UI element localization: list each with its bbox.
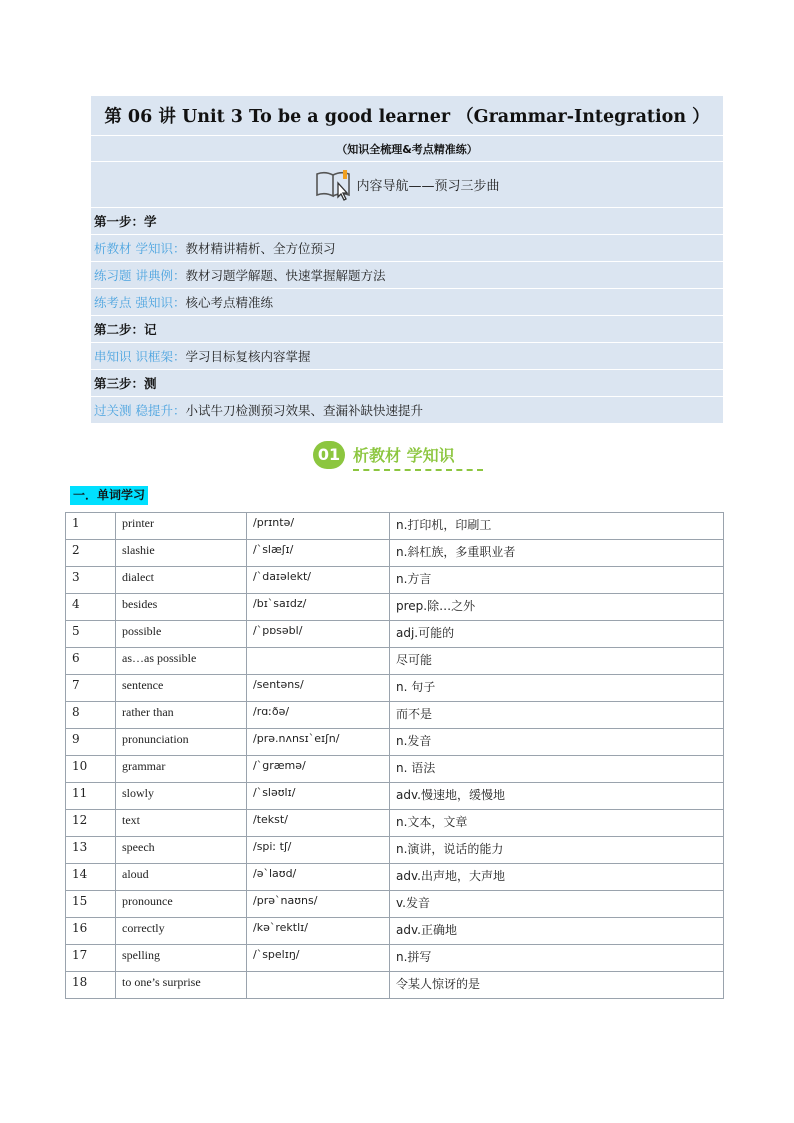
table-row [66, 945, 724, 972]
page-title: 第 06 讲 Unit 3 To be a good learner （Grammar-Integration ） [91, 96, 723, 136]
vocab-word: printer [116, 513, 247, 540]
vocab-phonetic: /bɪˋsaɪdz/ [247, 594, 390, 621]
vocab-word: rather than [116, 702, 247, 729]
step-tag: 练习题 讲典例： [94, 268, 186, 283]
table-row [66, 675, 724, 702]
vocab-meaning: n.方言 [390, 567, 724, 594]
vocab-number: 16 [66, 918, 116, 945]
vocab-phonetic: /ˋspelɪŋ/ [247, 945, 390, 972]
vocab-number: 14 [66, 864, 116, 891]
vocab-phonetic: /tekst/ [247, 810, 390, 837]
table-row [66, 783, 724, 810]
table-row [66, 891, 724, 918]
vocab-meaning: n. 语法 [390, 756, 724, 783]
vocab-number: 4 [66, 594, 116, 621]
step-item [91, 262, 723, 289]
vocab-word: slowly [116, 783, 247, 810]
table-row [66, 621, 724, 648]
step-item [91, 235, 723, 262]
vocab-word: aloud [116, 864, 247, 891]
vocab-meaning: v.发音 [390, 891, 724, 918]
vocab-meaning: 而不是 [390, 702, 724, 729]
vocab-number: 10 [66, 756, 116, 783]
vocab-word: pronunciation [116, 729, 247, 756]
vocab-phonetic: /kəˋrektlɪ/ [247, 918, 390, 945]
vocab-meaning: adv.慢速地，缓慢地 [390, 783, 724, 810]
vocab-word: correctly [116, 918, 247, 945]
vocab-phonetic: /ˋslæʃɪ/ [247, 540, 390, 567]
step-list [91, 208, 723, 424]
vocab-phonetic: /sentəns/ [247, 675, 390, 702]
vocab-number: 6 [66, 648, 116, 675]
step-tag: 练考点 强知识： [94, 295, 186, 310]
vocab-number: 17 [66, 945, 116, 972]
table-row [66, 918, 724, 945]
vocab-phonetic: /prəˋnaʊns/ [247, 891, 390, 918]
table-row [66, 864, 724, 891]
table-row [66, 540, 724, 567]
step-heading [91, 208, 723, 235]
step-heading [91, 316, 723, 343]
vocab-word: as…as possible [116, 648, 247, 675]
vocab-number: 1 [66, 513, 116, 540]
vocab-heading: 一．单词学习 [70, 486, 148, 505]
vocab-word: sentence [116, 675, 247, 702]
vocab-word: to one’s surprise [116, 972, 247, 999]
vocab-meaning: adj.可能的 [390, 621, 724, 648]
page-subtitle: （知识全梳理&考点精准练） [91, 136, 723, 162]
vocab-phonetic: /ˋpɒsəbl/ [247, 621, 390, 648]
step-tag: 过关测 稳提升： [94, 403, 186, 418]
vocab-meaning: n.打印机，印刷工 [390, 513, 724, 540]
vocab-word: speech [116, 837, 247, 864]
vocab-phonetic: /prə.nʌnsɪˋeɪʃn/ [247, 729, 390, 756]
step-tag: 串知识 识框架： [94, 349, 186, 364]
vocab-phonetic: /spiː tʃ/ [247, 837, 390, 864]
vocab-number: 2 [66, 540, 116, 567]
vocab-phonetic: /ˋsləʊlɪ/ [247, 783, 390, 810]
vocab-meaning: n.拼写 [390, 945, 724, 972]
vocab-phonetic: /rɑːðə/ [247, 702, 390, 729]
step-desc: 小试牛刀检测预习效果、查漏补缺快速提升 [185, 403, 423, 418]
vocab-number: 7 [66, 675, 116, 702]
vocab-number: 12 [66, 810, 116, 837]
vocab-meaning: n.发音 [390, 729, 724, 756]
content-nav [91, 162, 723, 208]
nav-label: 内容导航——预习三步曲 [356, 179, 500, 194]
section-title: 析教材 学知识 [353, 446, 455, 465]
vocab-phonetic: /ˋgræmə/ [247, 756, 390, 783]
vocab-phonetic: /ˋdaɪəlekt/ [247, 567, 390, 594]
table-row [66, 702, 724, 729]
vocab-phonetic [247, 648, 390, 675]
book-pointer-icon [314, 168, 354, 202]
table-row [66, 972, 724, 999]
vocab-meaning: prep.除…之外 [390, 594, 724, 621]
vocab-number: 18 [66, 972, 116, 999]
vocab-word: text [116, 810, 247, 837]
step-heading-text: 第一步：学 [94, 214, 157, 229]
vocab-phonetic: /prɪntə/ [247, 513, 390, 540]
table-row [66, 513, 724, 540]
vocab-meaning: n. 句子 [390, 675, 724, 702]
vocab-word: spelling [116, 945, 247, 972]
vocab-number: 13 [66, 837, 116, 864]
vocab-word: slashie [116, 540, 247, 567]
step-heading [91, 370, 723, 397]
section-heading [313, 440, 485, 472]
vocab-word: pronounce [116, 891, 247, 918]
step-item [91, 343, 723, 370]
vocab-number: 3 [66, 567, 116, 594]
section-number: 01 [313, 441, 345, 469]
table-row [66, 594, 724, 621]
vocab-phonetic: /əˋlaʊd/ [247, 864, 390, 891]
vocab-meaning: n.文本，文章 [390, 810, 724, 837]
vocab-number: 15 [66, 891, 116, 918]
vocab-number: 9 [66, 729, 116, 756]
vocab-meaning: n.斜杠族，多重职业者 [390, 540, 724, 567]
vocab-phonetic [247, 972, 390, 999]
vocab-meaning: 令某人惊讶的是 [390, 972, 724, 999]
step-heading-text: 第三步：测 [94, 376, 157, 391]
step-desc: 学习目标复核内容掌握 [185, 349, 311, 364]
vocab-meaning: n.演讲，说话的能力 [390, 837, 724, 864]
table-row [66, 810, 724, 837]
vocab-meaning: adv.正确地 [390, 918, 724, 945]
vocab-meaning: 尽可能 [390, 648, 724, 675]
step-desc: 核心考点精准练 [185, 295, 273, 310]
vocab-number: 5 [66, 621, 116, 648]
section-underline [353, 469, 483, 471]
step-item [91, 289, 723, 316]
vocab-word: possible [116, 621, 247, 648]
step-tag: 析教材 学知识： [94, 241, 186, 256]
vocab-number: 11 [66, 783, 116, 810]
vocab-word: dialect [116, 567, 247, 594]
table-row [66, 729, 724, 756]
table-row [66, 567, 724, 594]
step-desc: 教材精讲精析、全方位预习 [185, 241, 336, 256]
step-item [91, 397, 723, 424]
table-row [66, 837, 724, 864]
vocab-word: besides [116, 594, 247, 621]
vocab-word: grammar [116, 756, 247, 783]
vocab-meaning: adv.出声地，大声地 [390, 864, 724, 891]
step-heading-text: 第二步：记 [94, 322, 157, 337]
step-desc: 教材习题学解题、快速掌握解题方法 [185, 268, 386, 283]
vocab-table [65, 512, 724, 999]
vocab-number: 8 [66, 702, 116, 729]
table-row [66, 648, 724, 675]
lesson-header [91, 96, 723, 424]
table-row [66, 756, 724, 783]
